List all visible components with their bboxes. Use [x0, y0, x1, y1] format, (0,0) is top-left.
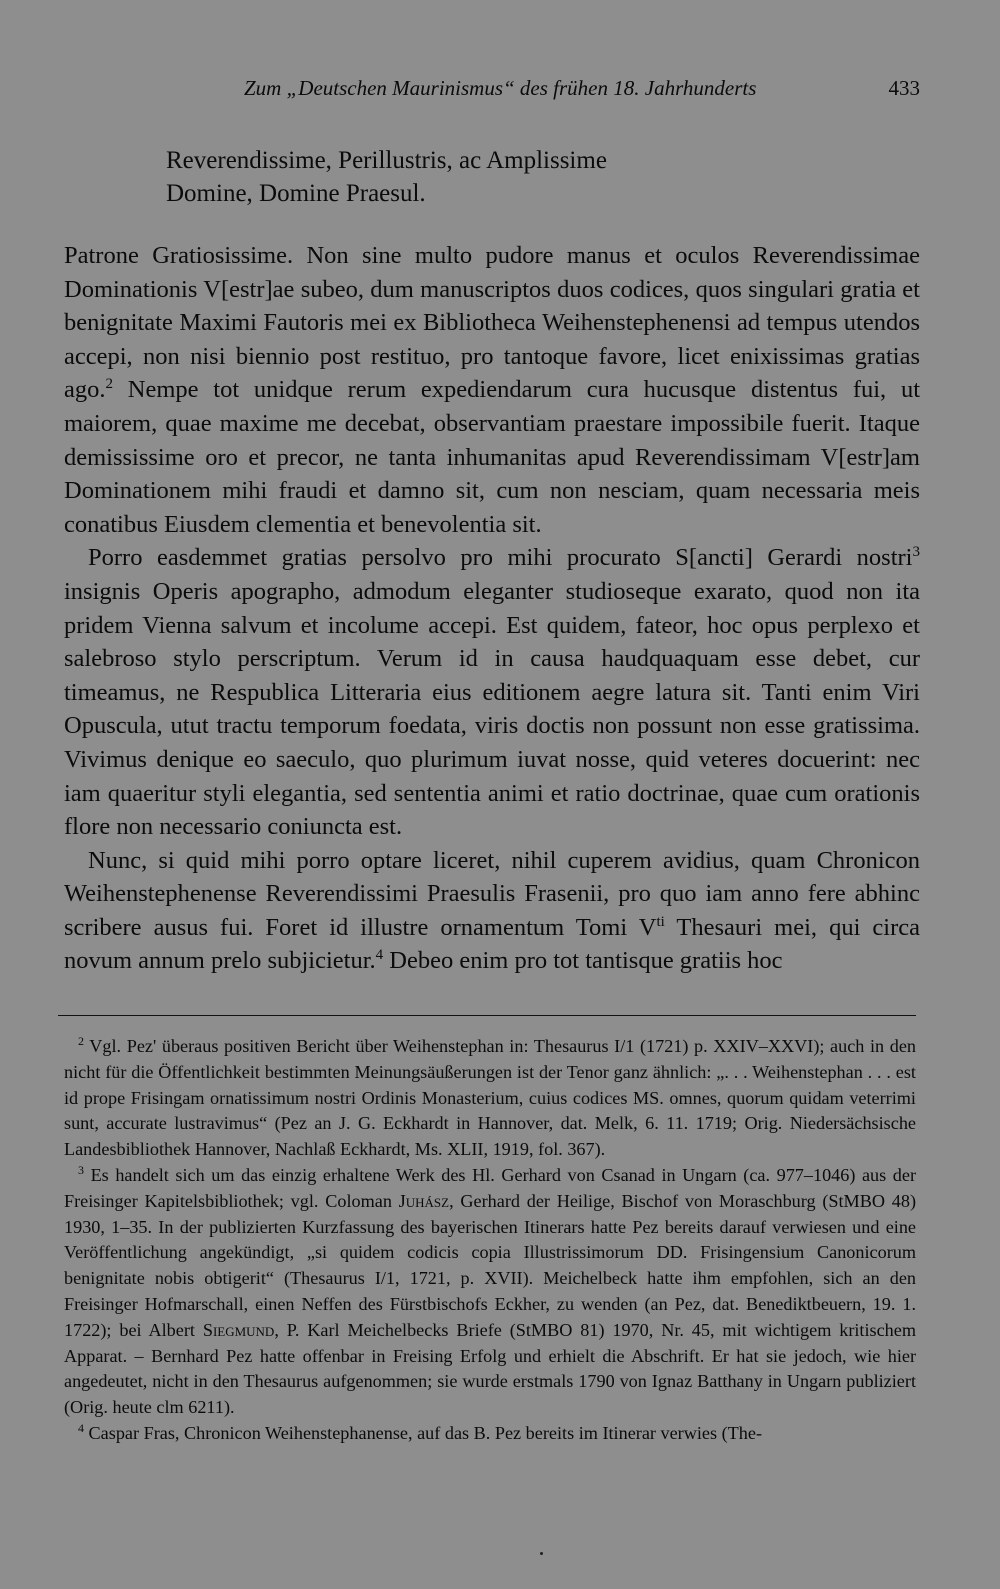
paragraph-1-text-a: Patrone Gratiosissime. Non sine multo pudore manus et oculos Reverendissimae Dominationis V[estr]ae subeo, dum manuscriptos duos codices, quos singulari gratia et benignitate Maximi Fautoris mei ex Bibliotheca Weihenstephenensi ad tempus utendos accepi, non nisi biennio post restituo, pro tantoque favore, licet enixissimas gratias ago.	[64, 242, 920, 404]
footnote-3	[64, 1163, 916, 1421]
paragraph-2-text-b: insignis Operis apographo, admodum eleganter studioseque exarato, quod non ita pridem Vienna salvum et incolume accepi. Est quidem, fateor, hoc opus perplexo et salebroso stylo perscriptum. Verum id in causa haudquaquam esse debet, cur timeamus, ne Respublica Litteraria eius editionem aegre latura sit. Tanti enim Viri Opuscula, utut tractu temporum foedata, viris doctis non possunt non esse gratissima. Vivimus denique eo saeculo, quo plurimum iuvat nosse, quid veteres docuerint: nec iam quaeritur styli elegantia, sed sententia animi et ratio doctrinae, quae cum orationis flore non necessario coniuncta est.	[64, 577, 920, 841]
salutation-line-2: Domine, Domine Praesul.	[166, 180, 426, 207]
page-number: 433	[888, 76, 920, 100]
footnote-divider	[58, 1015, 916, 1016]
footnote-3-text-c: , P. Karl Meichelbecks Briefe (StMBO 81) 1970, Nr. 45, mit wichtigem kritischem Apparat. – Bernhard Pez hatte offenbar in Freising Erfolg und erhielt die Abschrift. Er hat sie jedoch, wie hier angedeutet, nicht in den Thesaurus aufgenommen; sie wurde erstmals 1790 von Ignaz Batthany in Ungarn publiziert (Orig. heute clm 6211).	[64, 1319, 916, 1418]
footnote-2-text: Vgl. Pez' überaus positiven Bericht über Weihenstephan in: Thesaurus I/1 (1721) p. XXIV–XXVI); auch in den nicht für die Öffentlichkeit bestimmten Meinungsäußerungen ist der Tenor ganz ähnlich: „. . . Weihenstephan . . . est id prope Frisingam ornatissimum nostri Ordinis Monasterium, cuius codices MS. omnes, quorum quidam veterrimi sunt, accurate lustravimus“ (Pez an J. G. Eckhardt in Hannover, dat. Melk, 6. 11. 1719; Orig. Niedersächsische Landesbibliothek Hannover, Nachlaß Eckhardt, Ms. XLII, 1919, fol. 367).	[64, 1036, 916, 1160]
paragraph-1	[64, 239, 920, 541]
footnote-3-text-b: , Gerhard der Heilige, Bischof von Moraschburg (StMBO 48) 1930, 1–35. In der publizierten Kurzfassung des bayerischen Itinerars hatte Pez bereits darauf verwiesen und eine Veröffentlichung angekündigt, „si quidem codicis copia Illustrissimorum DD. Frisingensium Canonicorum benignitate nobis obtigerit“ (Thesaurus I/1, 1721, p. XVII). Meichelbeck hatte ihm empfohlen, sich an den Freisinger Hofmarschall, einen Neffen des Fürstbischofs Eckher, zu wenden (an Pez, dat. Benediktbeuern, 19. 1. 1722); bei Albert	[64, 1190, 916, 1340]
salutation	[166, 144, 607, 210]
footnote-4-number: 4	[78, 1420, 84, 1435]
paragraph-3-text-a: Nunc, si quid mihi porro optare liceret, nihil cuperem avidius, quam Chronicon Weihenstephenense Reverendissimi Praesulis Frasenii, pro quo iam anno fere abhinc scribere ausus fui. Foret id illustre ornamentum Tomi V	[64, 846, 920, 941]
footnote-4-text: Caspar Fras, Chronicon Weihenstephanense, auf das B. Pez bereits im Itinerar verwies (The-	[84, 1422, 762, 1443]
footnote-ref-3: 3	[912, 544, 920, 561]
footnote-ref-2: 2	[105, 376, 113, 393]
footnote-2	[64, 1034, 916, 1163]
paragraph-2	[64, 541, 920, 843]
paragraph-1-text-b: Nempe tot unidque rerum expediendarum cura hucusque distentus fui, ut maiorem, quae maxime me decebat, observantiam praestare impossibile fuerit. Itaque demississime oro et precor, ne tanta inhumanitas apud Reverendissimam V[estr]am Dominationem mihi fraudi et damno sit, cum non nesciam, quam necessaria meis conatibus Eiusdem clementia et benevolentia sit.	[64, 376, 920, 538]
footnotes	[64, 1034, 916, 1447]
author-name-siegmund: Siegmund	[202, 1319, 275, 1340]
footnote-4	[64, 1421, 916, 1447]
paragraph-3	[64, 844, 920, 978]
paragraph-3-text-c: Debeo enim pro tot tantisque gratiis hoc	[383, 947, 783, 975]
paragraph-3-text-b: Thesauri mei, qui circa novum annum prelo subjicietur.	[64, 913, 921, 975]
running-title: Zum „Deutschen Maurinismus“ des frühen 18. Jahrhunderts	[244, 76, 757, 100]
letter-body	[64, 239, 920, 978]
footnote-2-number: 2	[78, 1033, 84, 1048]
author-name-juhasz: Juhász	[398, 1190, 450, 1211]
footnote-ref-4: 4	[375, 947, 384, 964]
footnote-3-text-a: Es handelt sich um das einzig erhaltene Werk des Hl. Gerhard von Csanad in Ungarn (ca. 977–1046) aus der Freisinger Kapitelsbibliothek; vgl. Coloman	[64, 1164, 916, 1211]
footnote-3-number: 3	[78, 1162, 84, 1177]
paragraph-2-text-a: Porro easdemmet gratias persolvo pro mihi procurato S[ancti] Gerardi nostri	[88, 544, 913, 572]
running-header	[64, 76, 920, 112]
salutation-line-1: Reverendissime, Perillustris, ac Amplissime	[166, 147, 607, 174]
ordinal-superscript: ti	[656, 913, 665, 930]
page-speck	[540, 1552, 543, 1555]
